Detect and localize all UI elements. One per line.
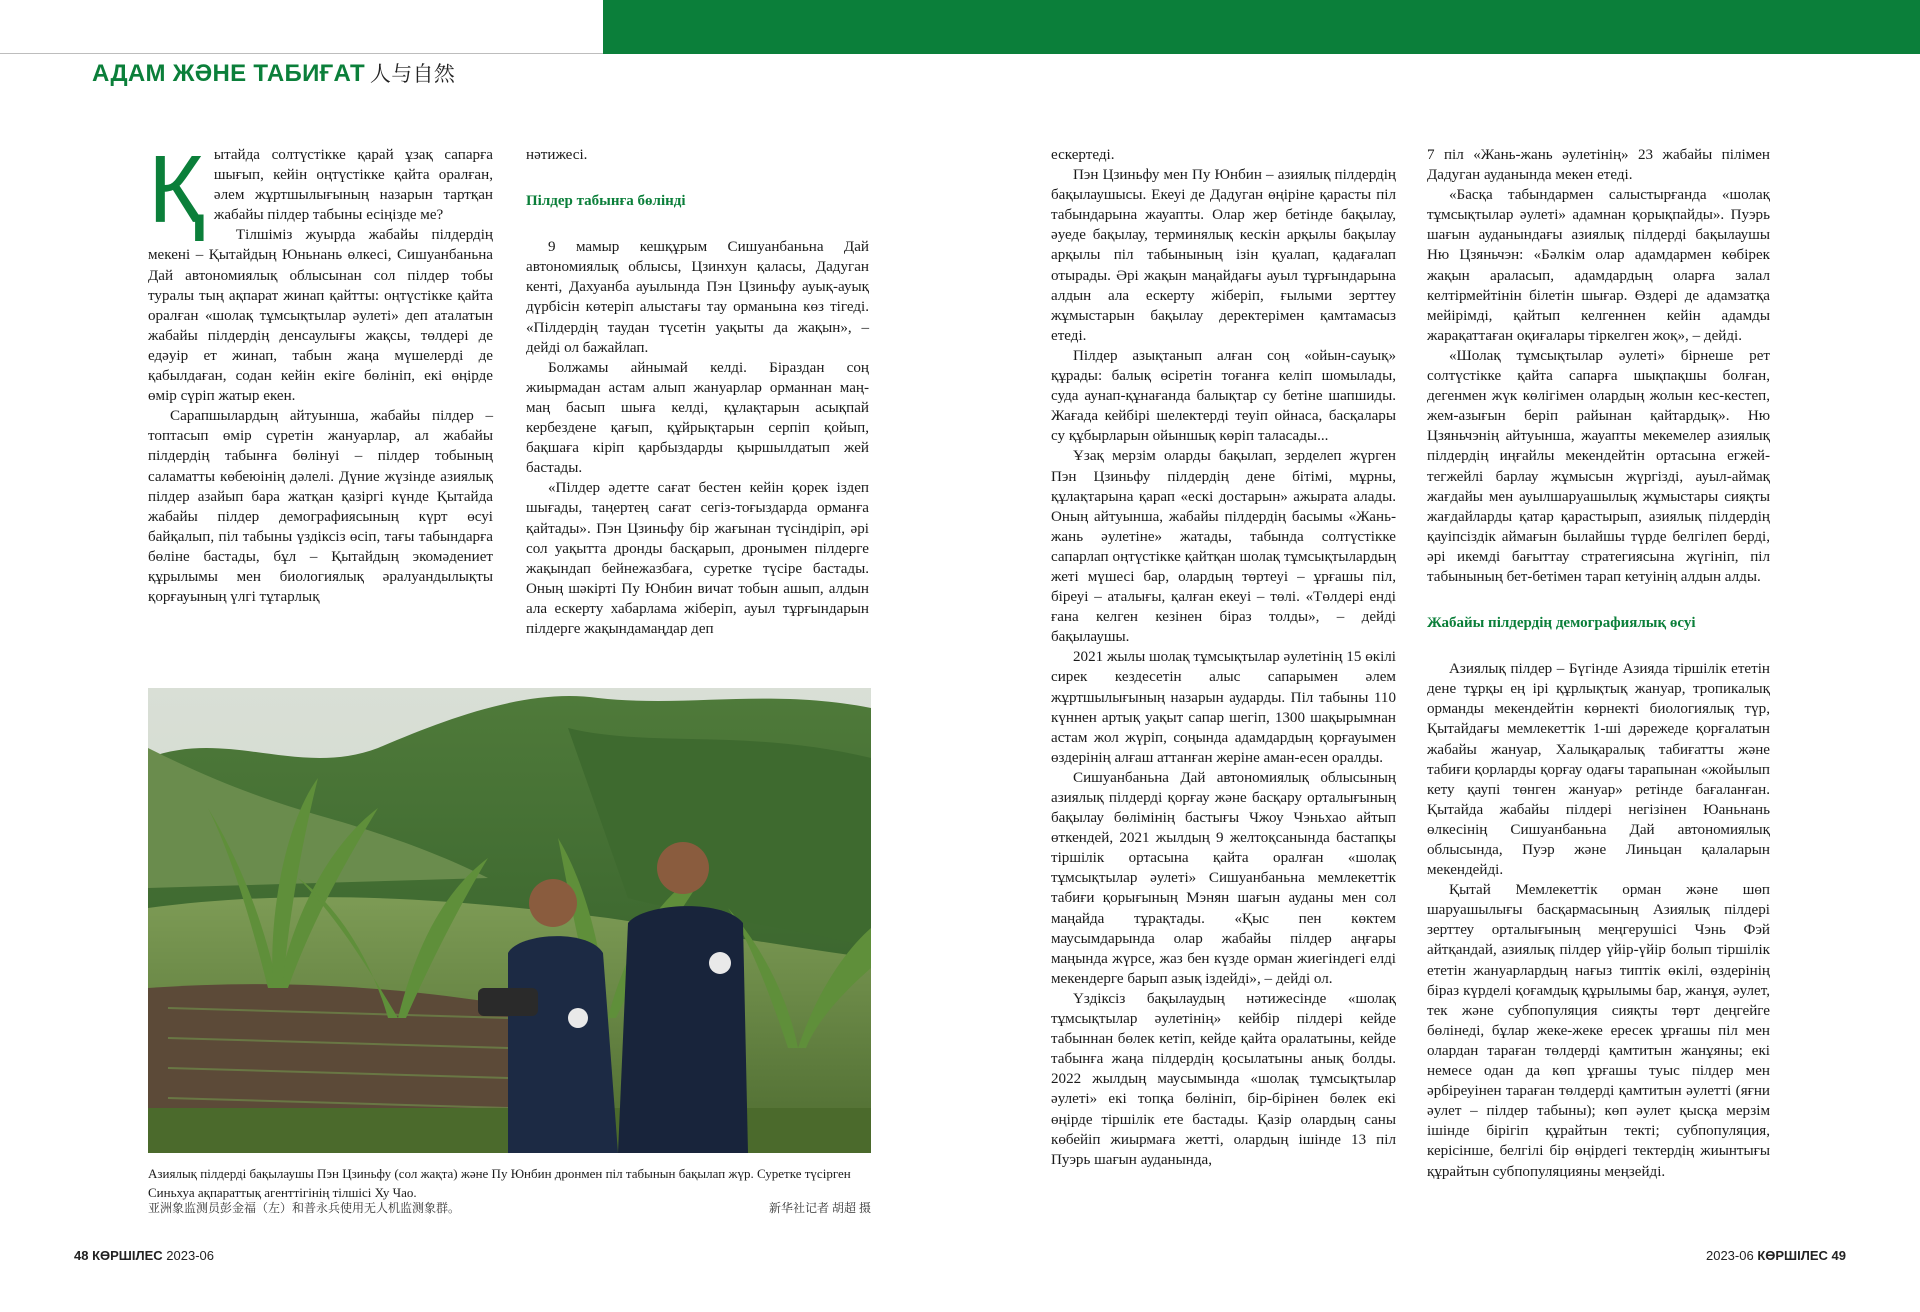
paragraph: Үздіксіз бақылаудың нәтижесінде «шолақ тұмсықтылар әулетінің» кейбір пілдері кейде табыннан бөлек кетіп, кейде қайта оралатыны, кейде табынға жаңа пілдердің қосылатыны анық болды. 2022 жылдың маусымында «шолақ тұмсықтылар әулеті» екі топқа бөлініп, бір-бірінен бөлек екі өңірде тіршілік ете бастады. Қазір олардың саны көбейіп жиырмаға жетті, олардың ішінде 13 піл Пуэрь шағын ауданында, — [1051, 990, 1396, 1168]
paragraph: «Пілдер әдетте сағат бестен кейін қорек іздеп шығады, таңертең сағат сегіз-тоғыздарда орманға қайтады». Пэн Цзиньфу бір жағынан түсіндіріп, әрі сол уақытта дронды басқарып, дронымен пілдерге жақындап бейнежазбаға, суретке түсіре бастады. Оның шәкірті Пу Юнбин вичат тобын ашып, алдын ала ескерту хабарлама жіберіп, ауыл тұрғындарын пілдерге жақындамаңдар деп — [526, 480, 869, 637]
paragraph: Сишуанбаньна Дай автономиялық облысының азиялық пілдерді қорғау және басқару орталығының бақылау бөлімінің бастығы Чжоу Чэньхао айтып өткендей, 2021 жылдың 9 желтоқсанында бастапқы тіршілік ортасына қайта оралған «шолақ тұмсықтылар әулеті» Сишуанбаньна мемлекеттік табиғи қорығының Мэнян шағын ауданы мен сол маңайда тұрақтады. «Қыс пен көктем маусымдарында олар жабайы пілдер аңғары маңында жүрсе, жаз бен күзде орман жиегіндегі елді мекендерге барып азық іздейді», – дейді ол. — [1051, 769, 1396, 987]
issue-left: 2023-06 — [166, 1248, 215, 1263]
article-column-3 — [1051, 145, 1396, 1170]
section-title-kz: АДАМ ЖӘНЕ ТАБИҒАТ — [92, 60, 365, 87]
paragraph: Сарапшылардың айтуынша, жабайы пілдер – топтасып өмір сүретін жануарлар, ал жабайы пілдердің табынға бөлінуі – пілдер тобының саламатты көбеюінің дәлелі. Дүние жүзінде азиялық пілдер азайып бара жатқан қазіргі күнде Қытайда жабайы пілдер демографиясының күрт өсуі байқалып, піл табыны үздіксіз өсіп, тағы табындарға бөліне бастады, бұл – Қытайдың экомәдениет құрылымы мен биологиялық әралуандылықты қорғауының үлгі тұтарлық — [148, 408, 493, 606]
paragraph: Болжамы айнымай келді. Біраздан соң жиырмадан астам алып жануарлар орманнан маң-маң басып шыға келді, құлақтарын асықпай кербездене қағып, құйрықтарын серпіп қойып, бақшаға кіріп қарбыздарды қыршылдатып жей бастады. — [526, 359, 869, 477]
page-number-left: 48 — [74, 1248, 89, 1263]
page-number-right: 49 — [1831, 1248, 1846, 1263]
subheading: Пілдер табынға бөлінді — [526, 193, 686, 210]
article-column-4 — [1427, 145, 1770, 1182]
header-rule — [0, 53, 603, 54]
header-green-bar — [603, 0, 1920, 54]
section-title — [92, 58, 455, 88]
article-photo — [148, 688, 871, 1153]
subheading: Жабайы пілдердің демографиялық өсуі — [1427, 615, 1696, 632]
caption-cn-text: 亚洲象监测员彭金福（左）和普永兵使用无人机监测象群。 — [148, 1201, 461, 1215]
paragraph: ытайда солтүстікке қарай ұзақ сапарға шығып, кейін оңтүстікке қайта оралған, әлем жұртшылығының назарын тартқан жабайы пілдер табыны есіңізде ме? — [213, 147, 493, 224]
footer-left — [74, 1248, 214, 1263]
magazine-name-left: КӨРШІЛЕС — [92, 1248, 163, 1263]
paragraph: «Басқа табындармен салыстырғанда «шолақ тұмсықтылар әулеті» адамнан қорықпайды». Пуэрь шағын ауданындағы азиялық пілдерді бақылаушы Ню Цзяньчэн: «Бәлкім олар адамдармен көбірек жақын араласып, адамдардың оларға залал келтірмейтінін білетін шығар. Өздері де адамзатқа мейірімді, қайтып келгеннен кейін адамды жарақаттаған оқиғалары тіркелген жоқ», – дейді. — [1427, 187, 1770, 344]
paragraph: Азиялық пілдер – Бүгінде Азияда тіршілік ететін дене тұрқы ең ірі құрлықтық жануар, тропикалық орманды мекендейтін көрнекті биологиялық түр, Қытайдағы мемлекеттік 1-ші дәрежеде қорғалатын жабайы жануар, Халықаралық табиғатты және табиғи қорларды қорғау одағы тарапынан «жойылып кету қаупі төнген жануар» ретінде бағаланған. Қытайда жабайы пілдері негізінен Юаньнань өлкесінің Сишуанбаньна Дай автономиялық облысында, Пуэр және Линьцан қалаларын мекендейді. — [1427, 661, 1770, 879]
article-column-1 — [148, 136, 493, 607]
paragraph: «Шолақ тұмсықтылар әулеті» бірнеше рет солтүстікке қайта сапарға шықпақшы болған, дегенмен жүк көлігімен олардың жолын кес-кестеп, жем-азығын беріп райынан қайтардық». Ню Цзяньчэнің айтуынша, жауапты мекемелер азиялық пілдердің иңғайлы мекендейтін ортасына егжей-тегжейлі барлау жұмысын жүргізді, ауыл-аймақ жағдайы мен ауылшаруашылық жұмыстары сияқты жағдайларды қатар қарастырып, азиялық пілдердің қауіпсіздік аймағын былайшы түрде белгілеп берді, әрі икемді бағыттау стратегиясына жүгініп, піл табынының бет-бетімен тарап кетуінің алдын алды. — [1427, 347, 1770, 585]
photo-illustration — [148, 688, 871, 1153]
issue-right: 2023-06 — [1705, 1248, 1754, 1263]
section-title-cn: 人与自然 — [369, 63, 456, 86]
magazine-name-right: КӨРШІЛЕС — [1757, 1248, 1828, 1263]
paragraph: нәтижесі. — [526, 147, 588, 163]
paragraph: Тілшіміз жуырда жабайы пілдердің мекені – Қытайдың Юньнань өлкесі, Сишуанбаньна Дай автономиялық облысынан сол пілдер тобы туралы тың ақпарат жинап қайтты: оңтүстікке қайта оралған «шолақ тұмсықтылар әулеті» деп аталатын жабайы пілдердің денсаулығы жақсы, төлдері де едәуір ет жинап, табын жаңа мүшелерді де қабылдаған, содан кейін екіге бөлініп, екі өңірде өмір сүріп жатыр екен. — [148, 227, 493, 405]
footer-right — [1706, 1248, 1846, 1263]
drop-cap: Қ — [148, 136, 204, 243]
paragraph: 2021 жылы шолақ тұмсықтылар әулетінің 15 өкілі сирек кездесетін алыс сапарымен әлем жұртшылығының назарын аударды. Піл табыны 110 күннен артық уақыт сапар шегіп, 1300 шақырымнан астам жол жүріп, соңында адамдардың қорғауымен өздерінің алғаш аттанған жеріне аман-есен оралды. — [1051, 649, 1396, 766]
paragraph: 7 піл «Жань-жань әулетінің» 23 жабайы пілімен Дадуган ауданында мекен етеді. — [1427, 147, 1770, 184]
paragraph: Пілдер азықтанып алған соң «ойын-сауық» құрады: балық өсіретін тоғанға келіп шомылады, суда аунап-құнағанда балықтар су бетіне шапшиды. Жағада кейбірі шелектерді теуіп ойнаса, басқалары су құбырларын ойыншық көріп таласады... — [1051, 347, 1396, 445]
photo-caption-cn — [148, 1199, 871, 1216]
paragraph: 9 мамыр кешқұрым Сишуанбаньна Дай автономиялық облысы, Цзинхун қаласы, Дадуган кенті, Дахуанба ауылында Пэн Цзиньфу ауық-ауық дүрбісін көтеріп алыстағы тау орманына көз тігеді. «Пілдердің таудан түсетін уақыты да жақын», – дейді ол бажайлап. — [526, 239, 869, 356]
article-column-2 — [526, 145, 869, 639]
photo-caption: Азиялық пілдерді бақылаушы Пэн Цзиньфу (сол жақта) және Пу Юнбин дронмен піл табынын бақылап жүр. Суретке түсірген Синьхуа ақпараттық агенттігінің тілшісі Ху Чао. — [148, 1166, 851, 1200]
paragraph: Қытай Мемлекеттік орман және шөп шаруашылығы басқармасының Азиялық пілдері зерттеу орталығының меңгерушісі Чэнь Фэй айтқандай, азиялық пілдер үйір-үйір болып тіршілік ететін жануарлардың нағыз типтік өкілі, өздерінің біраз күрделі қоғамдық құрылымы бар, жанұя, әулет, тек және субпопуляция сияқты төрт деңгейге бөлінеді, бұлар жеке-жеке ересек ұрғашы піл мен олардан тараған төлдерді қамтитын жанұяны; екі немесе одан да көп ұрғашы туыс пілдер мен әрбіреуінен тараған төлдерді қамтитын әулетті (яғни әулет – пілдер табыны); көп әулет қысқа мерзім ішінде бірігіп құрайтын текті; субпопуляция, керісінше, белгілі бір өңірдегі тектердің жиынтығы құрайтын субпопуляцияны меңзейді. — [1427, 882, 1770, 1180]
paragraph: Пэн Цзиньфу мен Пу Юнбин – азиялық пілдердің бақылаушысы. Екеуі де Дадуган өңіріне қарасты піл табындарына жауапты. Олар жер бетінде бақылау, әуеде бақылау, терминялық кескін арқылы бақылау арқылы піл табынының ізін қуалап, қадағалап отырады. Әрі жақын маңайдағы ауыл тұрғындарына алдын ала ескерту жіберіп, ғылыми зерттеу жұмыстарын бақылау деректерімен қамтамасыз етеді. — [1051, 167, 1396, 344]
paragraph: ескертеді. — [1051, 147, 1115, 163]
paragraph: Ұзақ мерзім оларды бақылап, зерделеп жүрген Пэн Цзиньфу пілдердің дене бітімі, мұрны, құлақтарына қарап «ескі достарын» ажырата алады. Оның айтуынша, жабайы пілдердің басымы «Жань-жань әулетіне» жатады, табында солтүстікке сапарлап оңтүстікке қайтқан шолақ тұмсықтылардың жеті мүшесі бар, олардың төртеуі – ұрғашы піл, біреуі – аталығы, қалған екеуі – төлі. «Төлдері енді ғана келген кезінен біраз толды», – дейді бақылаушы. — [1051, 448, 1396, 646]
photo-credit-cn: 新华社记者 胡超 摄 — [768, 1201, 871, 1215]
